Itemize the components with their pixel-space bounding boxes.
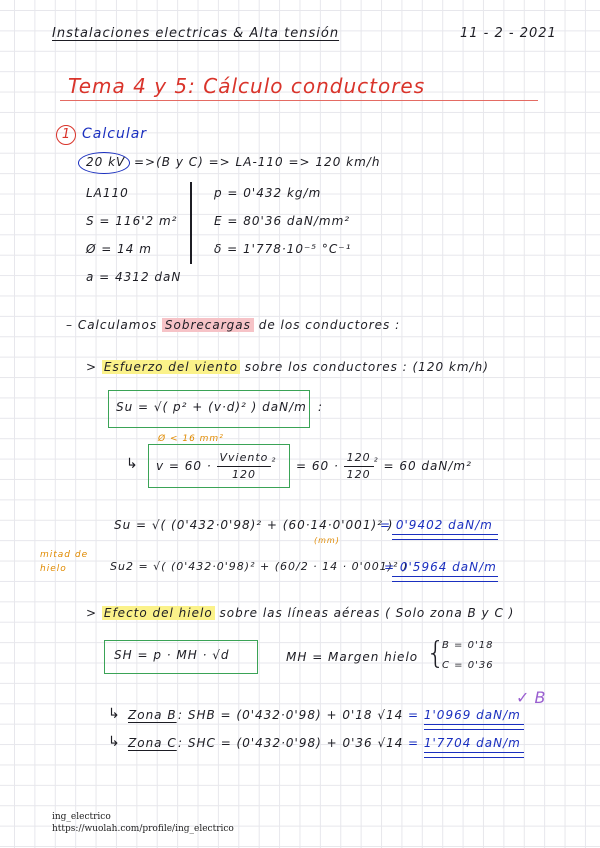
data-left-1: S = 116'2 m²	[86, 214, 178, 228]
data-left-2: Ø = 14 m	[86, 242, 152, 256]
column-divider	[190, 182, 192, 264]
wind-formula-note: :	[318, 400, 324, 414]
mh-zone-b: B = 0'18	[442, 640, 494, 651]
velocity-formula: v = 60 · $\frac{\text{Vviento}}{120}$ $^{^2}$	[156, 451, 277, 481]
su-formula: Su = √( (0'432·0'98)² + (60·14·0'001)² )	[114, 518, 394, 532]
zone-c-label: Zona C	[128, 736, 177, 750]
mh-definition: MH = Margen hielo	[286, 650, 419, 664]
zone-c-result: = 1'7704 daN/m	[408, 736, 521, 750]
su2-formula: Su2 = √( (0'432·0'98)² + (60/2 · 14 · 0'001)² )	[110, 560, 409, 573]
zone-c-equation: : SHC = (0'432·0'98) + 0'36 √14	[178, 736, 404, 750]
su2-result-underline	[392, 576, 498, 582]
zone-b-result-underline	[424, 724, 524, 730]
wind-formula: Su = √( p² + (v·d)² ) daN/m	[116, 400, 307, 414]
data-right-0: p = 0'432 kg/m	[214, 186, 322, 200]
highlight-ice: Efecto del hielo	[103, 606, 213, 620]
section-number: 1	[56, 125, 76, 145]
zone-b-label: Zona B	[128, 708, 177, 722]
title-underline	[60, 100, 538, 101]
given-conditions: =>(B y C) => LA-110 => 120 km/h	[134, 155, 381, 169]
data-right-1: E = 80'36 daN/mm²	[214, 214, 351, 228]
mh-zone-c: C = 0'36	[442, 660, 494, 671]
data-left-0: LA110	[86, 186, 129, 200]
su-result-underline	[392, 534, 498, 540]
check-icon: ✓ B	[516, 688, 546, 707]
phi-note: Ø < 16 mm²	[158, 434, 224, 444]
half-ice-note: mitad de hielo	[40, 550, 89, 574]
page-title: Tema 4 y 5: Cálculo conductores	[68, 74, 426, 98]
su-unit-note: (mm)	[314, 536, 340, 545]
header-date: 11 - 2 - 2021	[460, 26, 557, 41]
su2-result: = 0'5964 daN/m	[384, 560, 497, 574]
highlight-sobrecargas: Sobrecargas	[162, 318, 254, 332]
footer-user: ing_electrico	[52, 812, 111, 822]
zone-c-result-underline	[424, 752, 524, 758]
su-result: = 0'9402 daN/m	[380, 518, 493, 532]
velocity-eval: = 60 · $\frac{120}{120}$ $^{^2}$ = 60 daN/m²	[296, 451, 472, 481]
section-heading: Calcular	[82, 126, 148, 142]
sobrecargas-line: – Calculamos Sobrecargas de los conductores :	[66, 318, 401, 332]
brace-icon: {	[426, 636, 446, 671]
zone-c-arrow-icon: ↳	[108, 734, 121, 750]
ice-formula: SH = p · MH · √d	[114, 648, 230, 662]
highlight-wind: Esfuerzo del viento	[103, 360, 238, 374]
given-voltage: 20 kV	[86, 155, 126, 169]
header-subject: Instalaciones electricas & Alta tensión	[52, 26, 340, 41]
zone-b-arrow-icon: ↳	[108, 706, 121, 722]
zone-b-equation: : SHB = (0'432·0'98) + 0'18 √14	[178, 708, 404, 722]
data-right-2: δ = 1'778·10⁻⁵ °C⁻¹	[214, 242, 352, 256]
arrow-icon: ↳	[126, 456, 139, 472]
wind-heading: > Esfuerzo del viento sobre los conductores : (120 km/h)	[86, 360, 489, 374]
data-left-3: a = 4312 daN	[86, 270, 182, 284]
footer-url[interactable]: https://wuolah.com/profile/ing_electrico	[52, 824, 234, 834]
ice-heading: > Efecto del hielo sobre las líneas aéreas ( Solo zona B y C )	[86, 606, 515, 620]
zone-b-result: = 1'0969 daN/m	[408, 708, 521, 722]
